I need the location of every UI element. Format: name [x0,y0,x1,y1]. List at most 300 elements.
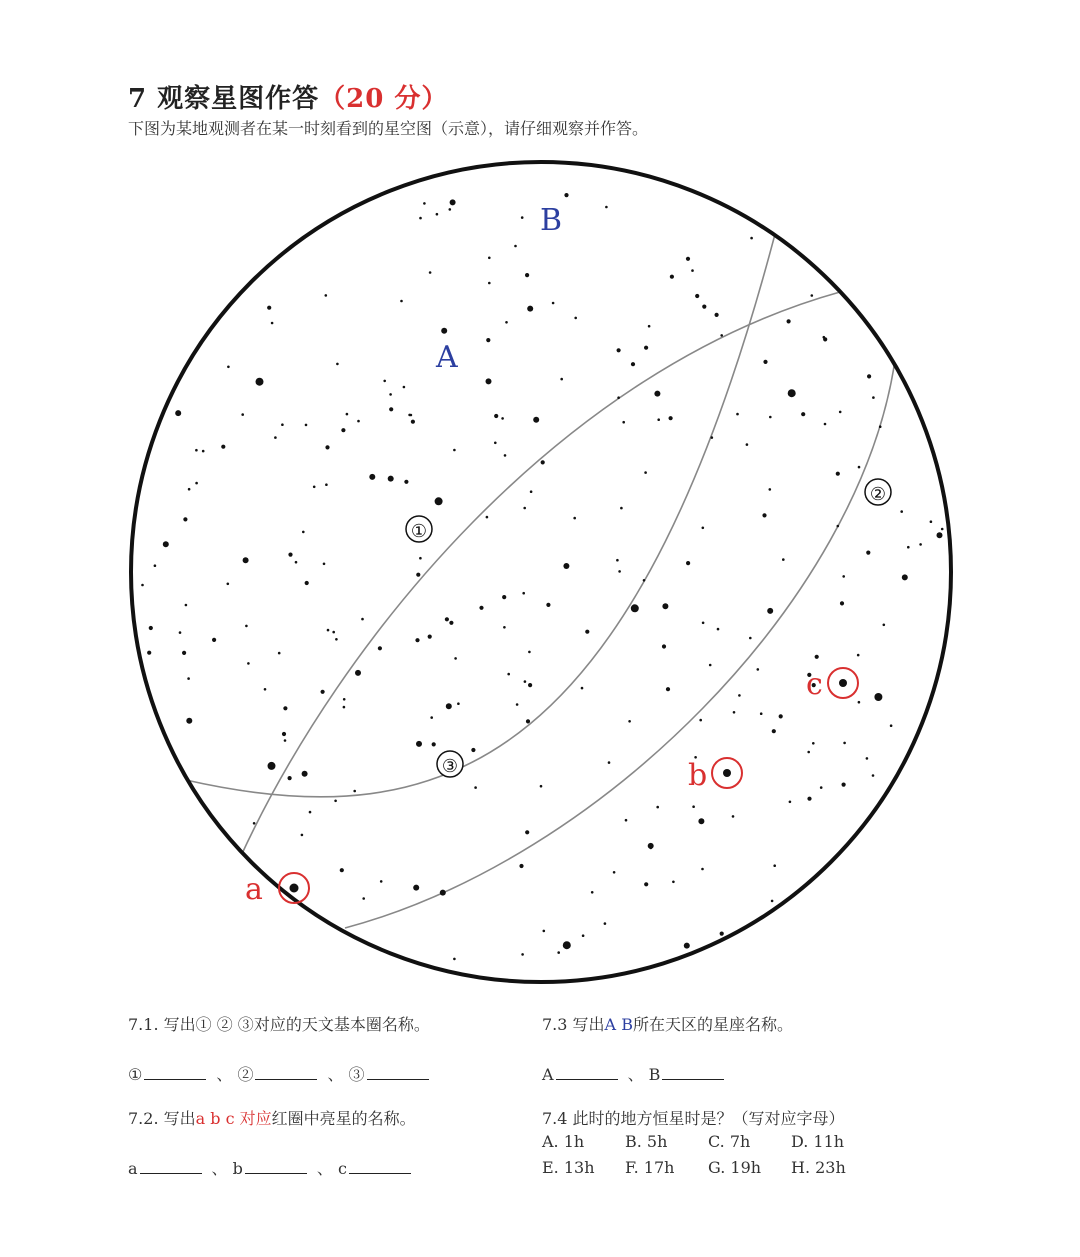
star [436,213,439,216]
star [309,811,312,814]
star [188,488,191,491]
star [720,334,723,337]
star [866,551,870,555]
star [560,378,563,381]
star [340,868,344,872]
star [643,579,646,582]
star [757,668,760,671]
star [872,396,875,399]
star [662,603,668,609]
star [195,482,198,485]
star [227,366,230,369]
star [288,553,292,557]
star [702,622,705,625]
star [807,797,811,801]
star [686,561,690,565]
star [779,714,783,718]
star [771,900,774,903]
star [415,638,419,642]
star [563,563,569,569]
star [488,282,491,285]
star [202,450,205,453]
star [185,604,188,607]
star [474,786,477,789]
circle-label-2: ② [869,484,887,505]
blank-label-2: ② [237,1065,254,1084]
star [341,428,345,432]
star [410,414,413,417]
star [582,934,585,937]
star [699,719,702,722]
star [874,693,882,701]
star [361,618,364,621]
star [378,646,382,650]
option-E[interactable]: E. 13h [542,1158,595,1177]
star [738,694,741,697]
answer-blank-1[interactable] [144,1065,206,1080]
star [691,269,694,272]
star [746,443,749,446]
star [457,702,460,705]
star [247,662,250,665]
star [430,716,433,719]
star [522,592,525,595]
star [644,471,647,474]
star [616,559,619,562]
q1-symbols: ① ② ③ [195,1015,254,1034]
star [820,786,823,789]
star [585,630,589,634]
star [525,273,529,277]
star [801,412,805,416]
answer-blank-a[interactable] [140,1159,202,1174]
star [295,561,298,564]
region-label-A: A [436,340,458,375]
question-instructions: 下图为某地观测者在某一时刻看到的星空图（示意），请仔细观察并作答。 [128,119,649,138]
star [519,864,523,868]
question-7-2 [128,1106,416,1129]
star [628,720,631,723]
star [449,208,452,211]
star [670,275,674,279]
star [541,460,545,464]
star [564,193,568,197]
star [435,497,443,505]
star [284,739,287,742]
question-number: 7 [128,84,148,114]
blank-label-B: B [648,1065,661,1084]
star [919,543,922,546]
sky-boundary-circle [131,162,951,982]
star [243,557,249,563]
star [546,603,550,607]
star [789,801,792,804]
star [837,525,840,528]
star [388,476,394,482]
star [563,941,571,949]
star [521,216,524,219]
star [389,407,393,411]
star-label-b: b [688,758,708,793]
star [441,328,447,334]
answer-blank-2[interactable] [255,1065,317,1080]
star [486,378,492,384]
q1-prefix: 7.1. 写出 [128,1015,196,1034]
answer-row-7-2: a 、 b 、 c [128,1156,421,1179]
star [733,711,736,714]
star [183,517,187,521]
star [175,410,181,416]
star [625,819,628,822]
answer-blank-c[interactable] [349,1159,411,1174]
star [471,748,475,752]
option-F[interactable]: F. 17h [625,1158,675,1177]
star [325,483,328,486]
star [380,880,383,883]
star [620,507,623,510]
blank-label-a: a [128,1159,138,1178]
star [666,687,670,691]
star [701,868,704,871]
star [154,564,157,567]
star [692,805,695,808]
star [494,442,497,445]
options-row-2 [542,1158,874,1177]
star [486,338,490,342]
answer-blank-b[interactable] [245,1159,307,1174]
star [383,380,386,383]
star [836,472,840,476]
star [769,488,772,491]
star [253,822,256,825]
star [711,436,714,439]
star [241,413,244,416]
question-score: （20 分） [319,84,449,114]
blank-label-b: b [232,1159,243,1178]
star [760,712,763,715]
star [648,325,651,328]
star [858,701,861,704]
star [772,729,776,733]
blank-label-1: ① [128,1065,143,1084]
star [750,237,753,240]
star [400,300,403,303]
star [488,257,491,260]
star [839,411,842,414]
star [343,698,346,701]
q2-prefix: 7.2. 写出 [128,1109,196,1128]
star [540,785,543,788]
star [762,513,766,517]
star [527,306,533,312]
star [749,637,752,640]
star [353,790,356,793]
question-7-4: 7.4 此时的地方恒星时是？（写对应字母） [542,1109,845,1128]
star [440,890,446,896]
star [686,257,690,261]
star [557,951,560,954]
star [423,202,426,205]
star [573,517,576,520]
star [654,391,660,397]
star [432,742,436,746]
star [321,690,325,694]
star [907,546,910,549]
star [245,625,248,628]
star [672,881,675,884]
star [732,815,735,818]
star [504,454,507,457]
star [141,584,144,587]
star [879,425,882,428]
star-label-c: c [806,667,823,702]
star [301,834,304,837]
star [323,563,326,566]
star-label-a: a [245,872,263,907]
star [702,305,706,309]
star [479,606,483,610]
star [811,294,814,297]
star [268,762,276,770]
star [336,363,339,366]
star [149,626,153,630]
star [644,882,648,886]
star [605,206,608,209]
star [528,651,531,654]
option-A[interactable]: A. 1h [542,1132,585,1151]
q3-suffix: 所在天区的星座名称。 [632,1015,793,1034]
star [937,532,943,538]
star [346,413,349,416]
answer-blank-A[interactable] [556,1065,618,1080]
star [283,706,287,710]
star [941,528,944,531]
star [302,531,305,534]
star [843,742,846,745]
answer-blank-B[interactable] [662,1065,724,1080]
star [787,319,791,323]
star [404,480,408,484]
star [355,670,361,676]
star [782,558,785,561]
star [305,424,308,427]
star [416,573,420,577]
star [521,953,524,956]
star [644,346,648,350]
star [274,436,277,439]
star [163,541,169,547]
star [278,652,281,655]
star [182,651,186,655]
great-circle-1 [240,292,840,858]
star [302,771,308,777]
star [807,751,810,754]
star [507,673,510,676]
star [335,638,338,641]
star [662,644,666,648]
answer-blank-3[interactable] [367,1065,429,1080]
star [419,217,422,220]
bright-star-b [723,769,731,777]
star [824,423,827,426]
star [501,417,504,420]
star [516,703,519,706]
question-7-3 [542,1012,793,1035]
star [613,871,616,874]
star [288,776,292,780]
blank-label-c: c [337,1159,347,1178]
great-circle-2 [345,360,895,928]
star [524,680,527,683]
star [773,864,776,867]
star [325,445,329,449]
star [902,574,908,580]
star [812,742,815,745]
star [608,761,611,764]
star [858,466,861,469]
circle-label-3: ③ [441,756,459,777]
star [736,413,739,416]
star [617,396,620,399]
question-7-1 [128,1012,430,1035]
star [419,557,422,560]
star [657,418,660,421]
star [502,595,506,599]
star [840,601,844,605]
star [227,583,230,586]
star [715,313,719,317]
star [769,416,772,419]
star [449,621,453,625]
star [186,718,192,724]
star [282,732,286,736]
star [428,635,432,639]
star [581,687,584,690]
star [788,389,796,397]
q3-letters: A B [604,1015,633,1034]
star [717,628,720,631]
star [454,657,457,660]
star [767,608,773,614]
star [617,348,621,352]
star [453,958,456,961]
star [883,624,886,627]
q1-suffix: 对应的天文基本圈名称。 [253,1015,430,1034]
star [930,520,933,523]
star [684,943,690,949]
star [332,631,335,634]
star [389,393,392,396]
question-title-text: 观察星图作答 [157,84,320,114]
star [147,651,151,655]
star [416,741,422,747]
q3-prefix: 7.3 写出 [542,1015,605,1034]
star-field [141,193,943,960]
bright-star-a [290,884,299,893]
star [445,617,449,621]
star [369,474,375,480]
star [866,757,869,760]
star [264,688,267,691]
star [525,830,529,834]
options-row-1 [542,1132,874,1151]
star [221,445,225,449]
star [212,638,216,642]
star [669,416,673,420]
star [267,306,271,310]
star [530,490,533,493]
star [591,891,594,894]
star [823,336,826,339]
q2-letters: a b c 对应 [195,1109,272,1128]
option-G[interactable]: G. 19h [708,1158,762,1177]
star [698,818,704,824]
star [505,321,508,324]
circle-label-1: ① [410,521,428,542]
star [327,629,330,632]
star [574,317,577,320]
star [413,885,419,891]
star [486,516,489,519]
star [179,631,182,634]
star [305,581,309,585]
star [842,783,846,787]
star [631,362,635,366]
star [650,847,653,850]
star [325,294,328,297]
star [362,897,365,900]
star [526,719,530,723]
star [709,664,712,667]
option-B[interactable]: B. 5h [625,1132,668,1151]
option-H[interactable]: H. 23h [791,1158,846,1177]
star [622,421,625,424]
star [343,706,346,709]
star [411,420,415,424]
star [702,527,705,530]
star [604,922,607,925]
star [494,414,498,418]
star [533,417,539,423]
option-C[interactable]: C. 7h [708,1132,751,1151]
star [453,449,456,452]
star [543,930,546,933]
star [618,570,621,573]
q2-suffix: 红圈中亮星的名称。 [271,1109,416,1128]
star [872,774,875,777]
answer-row-7-1: ① 、 ② 、 ③ [128,1062,439,1085]
star [281,423,284,426]
star [195,449,198,452]
star [900,510,903,513]
region-label-B: B [540,203,563,238]
star [720,932,724,936]
star [552,302,555,305]
star [857,654,860,657]
star [695,294,699,298]
star [514,245,517,248]
option-D[interactable]: D. 11h [791,1132,845,1151]
star [271,322,274,325]
blank-label-3: ③ [348,1065,365,1084]
answer-row-7-3: A 、 B [542,1062,734,1085]
bright-star-c [839,679,847,687]
star [313,486,316,489]
blank-label-A: A [542,1065,554,1084]
star [429,271,432,274]
star [631,604,639,612]
great-circle-3 [186,215,780,797]
